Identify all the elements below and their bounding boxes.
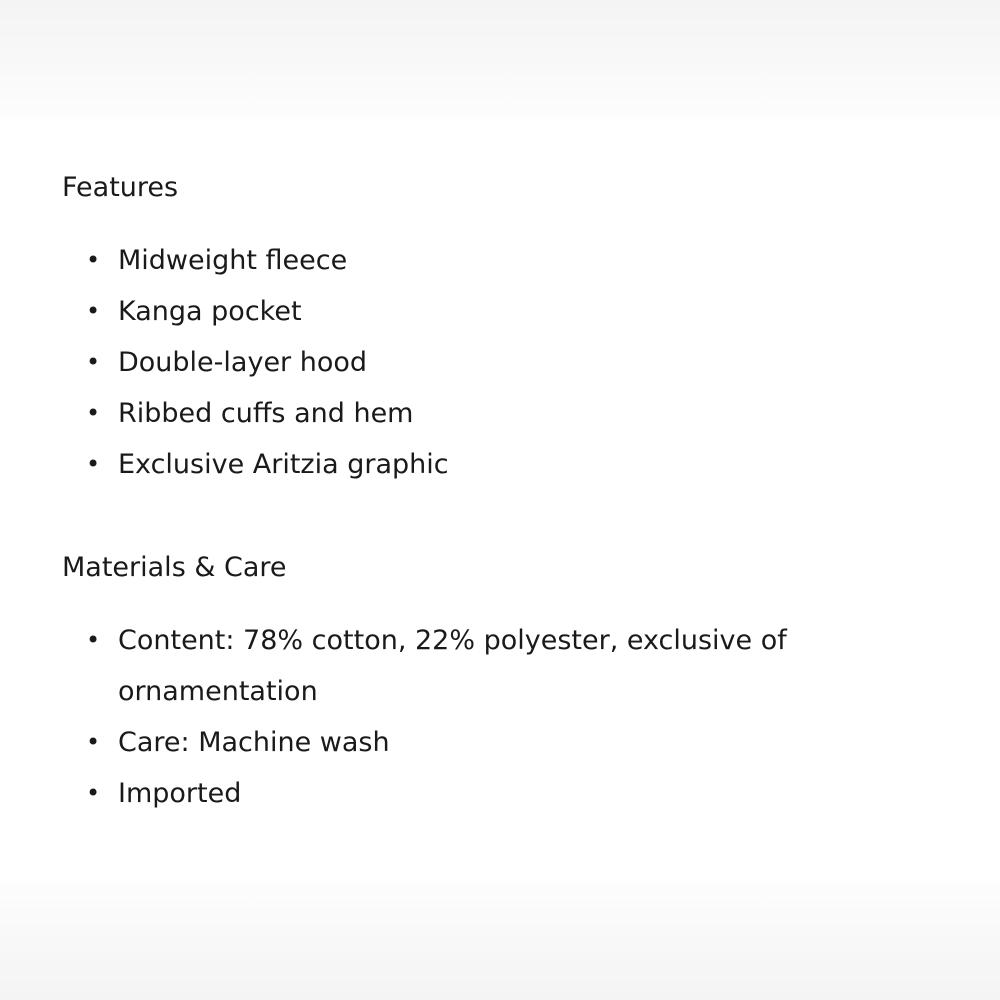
bullet-icon: • — [86, 399, 101, 427]
feature-text: Kanga pocket — [118, 296, 302, 327]
bullet-icon: • — [86, 297, 101, 325]
features-heading: Features — [62, 172, 179, 203]
materials-care-heading: Materials & Care — [62, 552, 287, 583]
bullet-icon: • — [86, 450, 101, 478]
list-item — [0, 768, 878, 819]
feature-text: Midweight fleece — [118, 245, 348, 276]
bullet-icon: • — [86, 348, 101, 376]
materials-text: Imported — [118, 778, 242, 809]
list-item — [0, 388, 878, 439]
bullet-icon: • — [86, 626, 101, 654]
materials-text: Content: 78% cotton, 22% polyester, exclusive of ornamentation — [118, 625, 787, 707]
feature-text: Ribbed cuffs and hem — [118, 398, 414, 429]
materials-text: Care: Machine wash — [118, 727, 390, 758]
list-item — [0, 717, 878, 768]
feature-text: Double-layer hood — [118, 347, 368, 378]
feature-text: Exclusive Aritzia graphic — [118, 449, 449, 480]
bullet-icon: • — [86, 779, 101, 807]
list-item — [0, 615, 878, 717]
list-item — [0, 286, 878, 337]
list-item — [0, 235, 878, 286]
bullet-icon: • — [86, 728, 101, 756]
list-item — [0, 337, 878, 388]
bullet-icon: • — [86, 246, 101, 274]
list-item — [0, 439, 878, 490]
features-list — [0, 235, 878, 490]
materials-care-list — [0, 615, 878, 819]
